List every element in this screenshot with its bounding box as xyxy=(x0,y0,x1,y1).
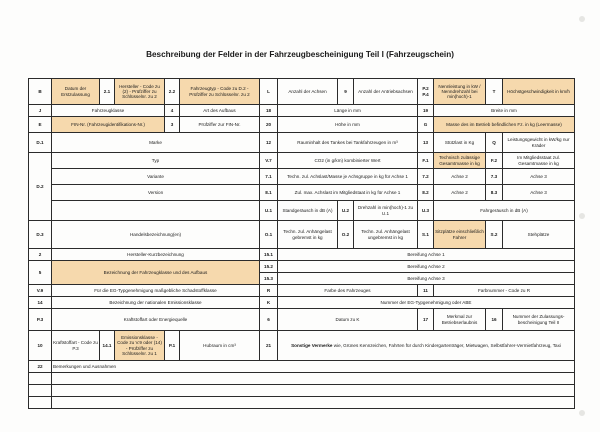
table-row xyxy=(29,79,575,105)
field-label: Achse 2 xyxy=(434,185,486,201)
table-row xyxy=(29,385,575,397)
table-row xyxy=(29,153,575,169)
field-code: 18 xyxy=(260,105,278,117)
field-code: D.1 xyxy=(29,133,52,153)
field-label: Datum zu K xyxy=(278,309,418,331)
punch-hole-top xyxy=(579,16,585,22)
empty-cell xyxy=(29,373,52,385)
table-row xyxy=(29,373,575,385)
field-code: K xyxy=(260,297,278,309)
empty-cell xyxy=(52,397,575,409)
field-code: 8.2 xyxy=(418,185,434,201)
field-label: Höhe in mm xyxy=(278,117,418,133)
table-row xyxy=(29,249,575,261)
field-code: S.2 xyxy=(486,221,503,249)
empty-cell xyxy=(52,201,260,221)
field-label: Im Mitgliedsstaat zul. Gesamtmasse in kg xyxy=(503,153,575,169)
field-label: Bemerkungen und Ausnahmen xyxy=(52,361,575,373)
field-label: Hubraum in cm³ xyxy=(180,331,260,361)
field-code: 10 xyxy=(29,331,52,361)
field-code: O.1 xyxy=(260,221,278,249)
field-label: Masse des im Betrieb befindlichen Fz. in kg (Leermasse) xyxy=(434,117,575,133)
field-code: V.7 xyxy=(260,153,278,169)
empty-cell xyxy=(29,385,52,397)
empty-cell xyxy=(52,373,575,385)
field-code: R xyxy=(260,285,278,297)
field-code: F.2 xyxy=(486,153,503,169)
field-code: F.1 xyxy=(418,153,434,169)
field-label: Kraftstoffart oder Energiequelle xyxy=(52,309,260,331)
field-code: 12 xyxy=(260,133,278,153)
field-code: 19 xyxy=(418,105,434,117)
field-label: Höchstgeschwindigkeit in km/h xyxy=(503,79,575,105)
field-label: Fahrzeugtyp - Code zu D.2 - Prüfziffer zu Schlüsselnr. zu 2 xyxy=(180,79,260,105)
field-code: 11 xyxy=(418,285,434,297)
field-code: 2.2 xyxy=(165,79,180,105)
field-label: Drehzahl in min(hoch)-1 zu U.1 xyxy=(354,201,418,221)
field-label: Technisch zulässige Gesamtmasse in kg xyxy=(434,153,486,169)
field-label: Nennleistung in kW / Nenndrehzahl bei min(hoch)-1 xyxy=(434,79,486,105)
field-code: 17 xyxy=(418,309,434,331)
field-label: Prüfziffer zur FIN-Nr. xyxy=(180,117,260,133)
field-code: E xyxy=(29,117,52,133)
field-label: Rauminhalt des Tankes bei Tankfahrzeugen in m³ xyxy=(278,133,418,153)
field-label: Art des Aufbaus xyxy=(180,105,260,117)
field-label: Standgeräusch in dB (A) xyxy=(278,201,338,221)
field-code: 15.3 xyxy=(260,273,278,285)
field-label: Anzahl der Achsen xyxy=(278,79,338,105)
field-code: 4 xyxy=(165,105,180,117)
field-label: Länge in mm xyxy=(278,105,418,117)
field-label: Variante xyxy=(52,169,260,185)
field-label: Fahrzeugklasse xyxy=(52,105,165,117)
field-code: 13 xyxy=(418,133,434,153)
field-label: Sitzplätze einschließlich Fahrer xyxy=(434,221,486,249)
table-row xyxy=(29,261,575,273)
sonstige-text: wie, Grünes Kennzeichen, Fahrten für durch Kindergartenträger, Mietwagen, Selbstfahrer-Vermietfahrzeug, Taxi xyxy=(332,342,561,348)
field-code: D.2 xyxy=(29,153,52,221)
field-code: 6 xyxy=(260,309,278,331)
field-label: Typ xyxy=(52,153,260,169)
field-code: 8.1 xyxy=(260,185,278,201)
field-code: B xyxy=(29,79,52,105)
field-code: O.2 xyxy=(338,221,354,249)
field-label: Achse 3 xyxy=(503,185,575,201)
field-label: Techn. zul. Anhängelast gebremst in kg xyxy=(278,221,338,249)
punch-hole-bottom xyxy=(579,410,585,416)
field-code: 16 xyxy=(486,309,503,331)
field-code: 2.1 xyxy=(100,79,115,105)
field-label: Zul. max. Achslast im Mitgliedstaat in kg für Achse 1 xyxy=(278,185,418,201)
field-label: Bereifung Achse 1 xyxy=(278,249,575,261)
field-label: Merkmal zur Betriebserlaubnis xyxy=(434,309,486,331)
page-title: Beschreibung der Felder in der Fahrzeugbescheinigung Teil I (Fahrzeugschein) xyxy=(146,50,454,59)
field-code: 7.2 xyxy=(418,169,434,185)
table-row xyxy=(29,105,575,117)
field-label: Bereifung Achse 2 xyxy=(278,261,575,273)
field-code: V.9 xyxy=(29,285,52,297)
field-code: 21 xyxy=(260,331,278,361)
field-code: P.1 xyxy=(165,331,180,361)
field-label: Marke xyxy=(52,133,260,153)
field-label-sonstige xyxy=(278,331,575,361)
field-label: CO2 (in g/km) kombinierter Wert xyxy=(278,153,418,169)
field-code: D.3 xyxy=(29,221,52,249)
field-code: T xyxy=(486,79,503,105)
field-label: Nummer der Zulassungs-bescheinigung Teil II xyxy=(503,309,575,331)
field-code: U.3 xyxy=(418,201,434,221)
field-label: Anzahl der Antriebsachsen xyxy=(354,79,418,105)
field-label: Bezeichnung der Fahrzeugklasse und des Aufbaus xyxy=(52,261,260,285)
field-label: Nummer der EG-Typgenehmigung oder ABE xyxy=(278,297,575,309)
field-code: 7.1 xyxy=(260,169,278,185)
field-label: Hersteller - Code zu (2) - Prüfziffer zu Schlüsselnr. zu 2 xyxy=(115,79,165,105)
field-label: Leistungsgewicht in kW/kg nur Kräder xyxy=(503,133,575,153)
table-row xyxy=(29,185,575,201)
field-code: U.1 xyxy=(260,201,278,221)
table-row xyxy=(29,331,575,361)
field-label: Bezeichnung der nationalen Emissionsklasse xyxy=(52,297,260,309)
field-label: Achse 3 xyxy=(503,169,575,185)
field-code: 9 xyxy=(338,79,354,105)
field-code: 3 xyxy=(165,117,180,133)
field-code: 8.3 xyxy=(486,185,503,201)
field-code: 14 xyxy=(29,297,52,309)
sonstige-label: Sonstige Vermerke xyxy=(291,342,333,348)
table-row xyxy=(29,133,575,153)
field-code: P.3 xyxy=(29,309,52,331)
table-row xyxy=(29,397,575,409)
table-row xyxy=(29,201,575,221)
field-label: Breite in mm xyxy=(434,105,575,117)
punch-hole-middle xyxy=(579,213,585,219)
table-row xyxy=(29,221,575,249)
field-code: 2 xyxy=(29,249,52,261)
field-label: Stützlast in Kg xyxy=(434,133,486,153)
field-label: Version xyxy=(52,185,260,201)
field-code: 15.2 xyxy=(260,261,278,273)
field-label: Stehplätze xyxy=(503,221,575,249)
field-label: Datum der Erstzulassung xyxy=(52,79,100,105)
field-code: Q xyxy=(486,133,503,153)
field-code: U.2 xyxy=(338,201,354,221)
field-code: 22 xyxy=(29,361,52,373)
field-label: Farbnummer - Code zu R xyxy=(434,285,575,297)
field-label: Techn. zul. Anhängelast ungebremst in kg xyxy=(354,221,418,249)
field-code: 20 xyxy=(260,117,278,133)
field-code: 7.3 xyxy=(486,169,503,185)
field-code: J xyxy=(29,105,52,117)
table-row xyxy=(29,169,575,185)
field-label: Hersteller-Kurzbezeichnung xyxy=(52,249,260,261)
table-row xyxy=(29,361,575,373)
table-row xyxy=(29,309,575,331)
field-code: L xyxy=(260,79,278,105)
field-code: S.1 xyxy=(418,221,434,249)
field-code: 5 xyxy=(29,261,52,285)
field-label: Handelsbezeichnung(en) xyxy=(52,221,260,249)
table-row xyxy=(29,285,575,297)
field-label: Fahrgeräusch in dB (A) xyxy=(434,201,575,221)
empty-cell xyxy=(52,385,575,397)
field-label: Für die EG-Typgenehmigung maßgebliche Schadstoffklasse xyxy=(52,285,260,297)
field-code: P.2 P.4 xyxy=(418,79,434,105)
field-label: Emissionsklasse - Code zu V.9 oder (14) - Prüfziffer zu Schlüsselnr. zu 1 xyxy=(115,331,165,361)
field-code: 14.1 xyxy=(100,331,115,361)
empty-cell xyxy=(29,397,52,409)
field-label: Bereifung Achse 3 xyxy=(278,273,575,285)
field-label: Achse 2 xyxy=(434,169,486,185)
field-code: 15.1 xyxy=(260,249,278,261)
field-label: Techn. zul. Achslast/Masse je Achsgruppe in kg für Achse 1 xyxy=(278,169,418,185)
field-description-table xyxy=(28,78,575,409)
field-label: Farbe des Fahrzeuges xyxy=(278,285,418,297)
table-row xyxy=(29,297,575,309)
field-label: Kraftstoffart - Code zu P.3 xyxy=(52,331,100,361)
table-row xyxy=(29,117,575,133)
field-code: G xyxy=(418,117,434,133)
field-label: FIN-Nr. (Fahrzeugidentifikations-Nr.) xyxy=(52,117,165,133)
